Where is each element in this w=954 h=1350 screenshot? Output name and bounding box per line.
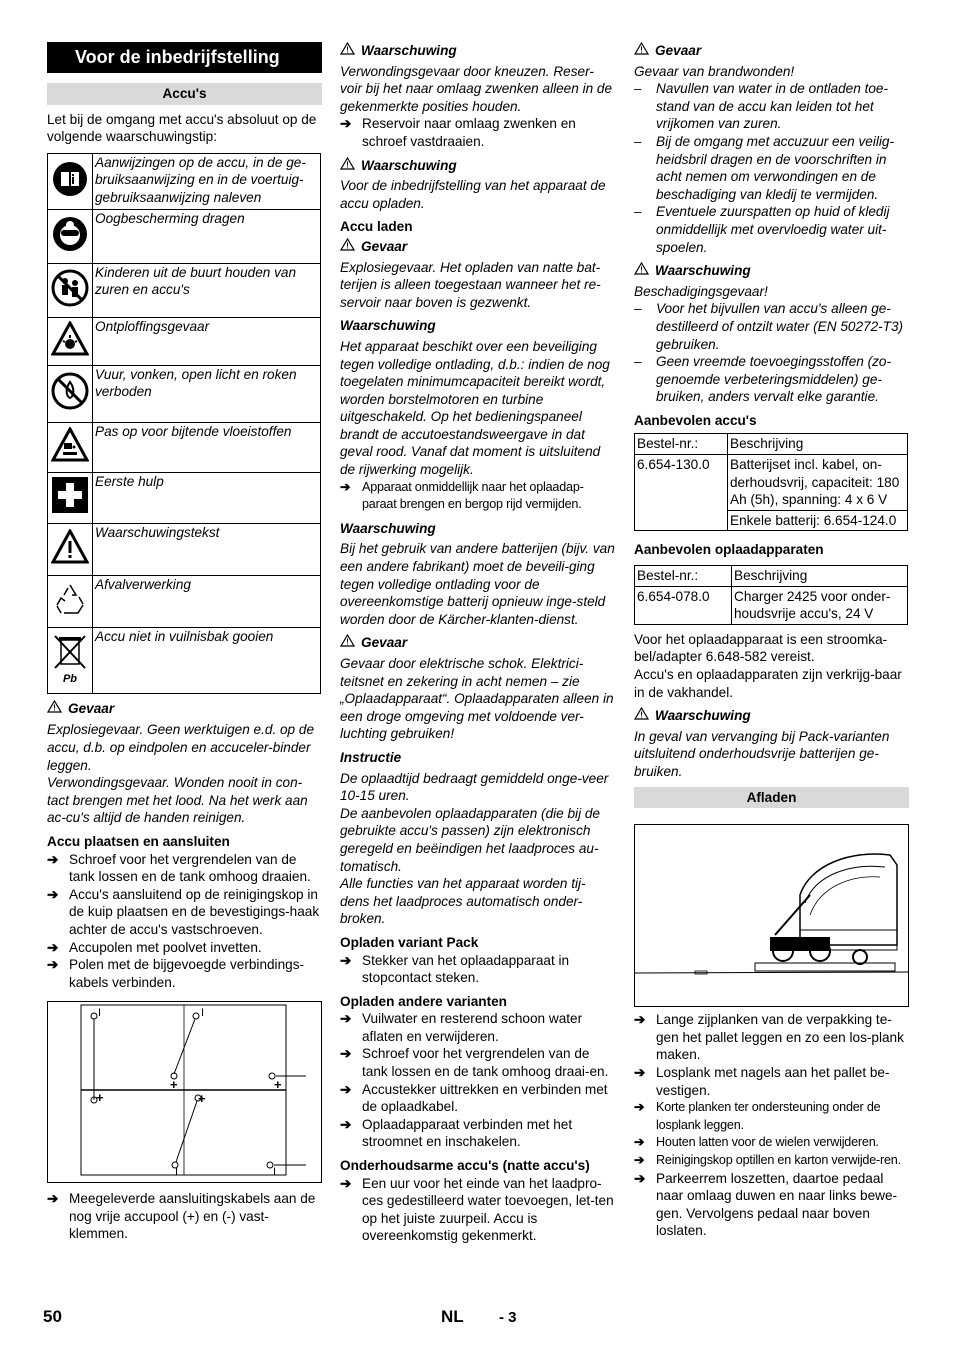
list-item: ➔ Reservoir naar omlaag zwenken en schroef vastdraaien. (340, 116, 576, 149)
warning-triangle-icon (340, 238, 355, 256)
danger-text: Verwondingsgevaar. Wonden nooit in con-tact brengen met het lood. Na het werk aan ac-cu's altijd de handen reinigen. (47, 775, 308, 826)
table-cell: Batterijset incl. kabel, on-derhoudsvrij, capaciteit: 180 Ah (5h), spanning: 4 x 6 V (728, 455, 908, 511)
arrow-icon: ➔ (340, 1011, 352, 1027)
page-number: 50 (43, 1307, 62, 1326)
list-item: ➔ Polen met de bijgevoegde verbindings-kabels verbinden. (47, 957, 305, 990)
section-page-number: - 3 (499, 1309, 517, 1326)
table-cell: 6.654-130.0 (635, 455, 728, 531)
symbol-text: Accu niet in vuilnisbak gooien (93, 627, 321, 693)
arrow-icon: ➔ (47, 957, 59, 973)
list-item: ➔ Vuilwater en resterend schoon water aflaten en verwijderen. (340, 1011, 583, 1044)
symbol-text: Oogbescherming dragen (93, 209, 321, 263)
symbol-row (48, 472, 321, 523)
warning-text: Verwondingsgevaar door kneuzen. Reser-voir bij het naar omlaag zwenken alleen in de gekenmerkte posities houden. (340, 63, 613, 114)
instruction-text: De aanbevolen oplaadapparaten (die bij de gebruikte accu's passen) zijn elektronisch geregeld en beëindigen het laadproces au-tomatisch. (340, 805, 600, 874)
symbol-table (47, 153, 321, 694)
warning-heading: Waarschuwing (340, 42, 615, 60)
instruction-text: Alle functies van het apparaat worden tij-dens het laadproces automatisch onder-broken. (340, 876, 586, 927)
list-item: – Bij de omgang met accuzuur een veilig-heidsbril dragen en de voorschriften in acht nemen om verwondingen en de beschadiging van kledij te vermijden. (634, 133, 895, 202)
list-item: ➔ Houten latten voor de wielen verwijderen. (634, 1134, 909, 1152)
list-item: ➔ Losplank met nagels aan het pallet be-vestigen. (634, 1064, 890, 1098)
warning-icon (48, 523, 93, 575)
svg-text:I: I (201, 1007, 205, 1020)
list-item: ➔ Accu's aansluitend op de reinigingskop in de kuip plaatsen en de bevestigings-haak achter de accu's vastschroeven. (47, 886, 320, 937)
symbol-row (48, 317, 321, 365)
subheading: Opladen variant Pack (340, 934, 479, 950)
table-cell: Charger 2425 voor onder-houdsvrije accu's, 24 V (732, 586, 908, 624)
subheading: Onderhoudsarme accu's (natte accu's) (340, 1158, 590, 1174)
arrow-icon: ➔ (47, 851, 59, 867)
list-item: – Voor het bijvullen van accu's alleen ge-destilleerd of ontzilt water (EN 50272-T3) gebruiken. (634, 301, 904, 352)
symbol-row (48, 209, 321, 263)
list-item: ➔ Meegeleverde aansluitingskabels aan de nog vrije accupool (+) en (-) vast-klemmen. (47, 1191, 316, 1242)
list-item: ➔ Schroef voor het vergrendelen van de tank lossen en de tank omhoog draaien. (47, 851, 311, 885)
table-cell: Enkele batterij: 6.654-124.0 (728, 510, 908, 531)
explosion-icon (48, 317, 93, 365)
instruction-heading: Instructie (340, 749, 402, 765)
warning-heading: Waarschuwing (634, 707, 909, 725)
list-item: ➔ Parkeerrem loszetten, daartoe pedaal naar omlaag duwen en naar links bewe-gen. Vervolgens pedaal naar boven loslaten. (634, 1170, 898, 1239)
arrow-icon: ➔ (340, 952, 352, 968)
page-title: Voor de inbedrijfstelling (47, 42, 322, 73)
wiring-diagram (47, 1001, 322, 1183)
accu-table (634, 433, 908, 531)
danger-text: Gevaar van brandwonden! (634, 63, 795, 79)
corrosive-icon (48, 422, 93, 472)
warning-text: Bij het gebruik van andere batterijen (bijv. van een andere fabrikant) moet de beveili-ging tegen volledige ontlading voor de overeenkomstige batterij opnieuw inge-steld worden door de Kärcher-klanten-dienst. (340, 541, 615, 627)
symbol-text: Kinderen uit de buurt houden van zuren en accu's (93, 263, 321, 317)
warning-triangle-icon (634, 42, 649, 60)
symbol-row (48, 422, 321, 472)
list-item: ➔ Lange zijplanken van de verpakking te-gen het pallet leggen en zo een los-plank maken. (634, 1012, 904, 1063)
arrow-icon: ➔ (634, 1170, 646, 1186)
arrow-icon: ➔ (340, 1175, 352, 1191)
warning-heading: Waarschuwing (634, 262, 909, 280)
list-item: ➔ Accupolen met poolvet invetten. (47, 939, 262, 955)
svg-text:+: + (198, 1091, 206, 1107)
instruction-text: De oplaadtijd bedraagt gemiddeld onge-veer 10-15 uren. (340, 770, 609, 804)
column-3 (634, 42, 909, 1240)
list-item: ➔ Apparaat onmiddellijk naar het oplaadap-paraat brengen en bergop rijd vermijden. (340, 479, 615, 514)
warning-text: In geval van vervanging bij Pack-varianten uitsluitend onderhoudsvrije batterijen ge-bruiken. (634, 728, 890, 779)
svg-text:+: + (96, 1090, 104, 1106)
bin-pb-icon (48, 627, 93, 693)
warning-triangle-icon (340, 157, 355, 175)
arrow-icon: ➔ (634, 1135, 645, 1150)
table-row (635, 566, 908, 587)
column-1 (47, 42, 322, 1243)
arrow-icon: ➔ (47, 886, 59, 902)
arrow-icon: ➔ (340, 479, 351, 494)
arrow-icon: ➔ (634, 1064, 646, 1080)
table-header: Beschrijving (732, 566, 908, 587)
warning-triangle-icon (47, 700, 62, 718)
table-row (635, 586, 908, 624)
symbol-row (48, 523, 321, 575)
section-heading-afladen: Afladen (634, 787, 909, 809)
arrow-icon: ➔ (340, 1116, 352, 1132)
danger-heading: Gevaar (634, 42, 909, 60)
list-item: – Eventuele zuurspatten op huid of kledij onmiddellijk met overvloedig water uit-spoelen. (634, 204, 890, 255)
svg-text:I: I (98, 1007, 102, 1020)
arrow-icon: ➔ (340, 1046, 352, 1062)
warning-triangle-icon (634, 707, 649, 725)
arrow-icon: ➔ (47, 939, 59, 955)
table-header: Bestel-nr.: (635, 566, 732, 587)
warning-triangle-icon (340, 42, 355, 60)
note-text: Voor het oplaadapparaat is een stroomka-bel/adapter 6.648-582 vereist. (634, 631, 888, 665)
symbol-text: Eerste hulp (93, 472, 321, 523)
symbol-text: Vuur, vonken, open licht en roken verboden (93, 365, 321, 422)
danger-text: Explosiegevaar. Het opladen van natte bat-terijen is alleen toegestaan wanneer het re-servoir naar boven is gezwenkt. (340, 259, 601, 310)
subheading: Aanbevolen accu's (634, 412, 757, 428)
danger-heading: Gevaar (47, 700, 322, 718)
list-item: – Navullen van water in de ontladen toe-stand van de accu kan leiden tot het vrijkomen van zuren. (634, 81, 888, 132)
note-text: Accu's en oplaadapparaten zijn verkrijg-baar in de vakhandel. (634, 667, 902, 700)
child-icon (48, 263, 93, 317)
warning-text: Voor de inbedrijfstelling van het apparaat de accu opladen. (340, 178, 606, 211)
arrow-icon: ➔ (340, 116, 352, 132)
symbol-text: Pas op voor bijtende vloeistoffen (93, 422, 321, 472)
arrow-icon: ➔ (634, 1152, 645, 1167)
svg-text:+: + (274, 1077, 282, 1093)
danger-heading: Gevaar (340, 238, 615, 256)
symbol-text: Ontploffingsgevaar (93, 317, 321, 365)
warning-triangle-icon (340, 634, 355, 652)
symbol-text: Waarschuwingstekst (93, 523, 321, 575)
list-item: ➔ Korte planken ter ondersteuning onder de losplank leggen. (634, 1099, 909, 1134)
manual-icon (48, 153, 93, 209)
warning-heading: Waarschuwing (340, 318, 436, 334)
svg-text:+: + (170, 1077, 178, 1093)
danger-heading: Gevaar (340, 634, 615, 652)
svg-text:I: I (273, 1166, 277, 1179)
no-fire-icon (48, 365, 93, 422)
intro-text: Let bij de omgang met accu's absoluut op de volgende waarschuwingstip: (47, 111, 317, 145)
arrow-icon: ➔ (634, 1100, 645, 1115)
warning-heading: Waarschuwing (340, 157, 615, 175)
subheading: Opladen andere varianten (340, 993, 507, 1009)
list-item: ➔ Een uur voor het einde van het laadpro-ces gedestilleerd water toevoegen, let-ten op het juiste zuurpeil. Accu is overeenkomstig gekenmerkt. (340, 1175, 614, 1244)
list-item: ➔ Accustekker uittrekken en verbinden met de oplaadkabel. (340, 1081, 608, 1115)
table-header: Beschrijving (728, 434, 908, 455)
arrow-icon: ➔ (634, 1012, 646, 1028)
table-row (635, 455, 908, 511)
warning-heading: Waarschuwing (340, 520, 436, 536)
subheading: Accu plaatsen en aansluiten (47, 833, 230, 849)
symbol-row (48, 575, 321, 627)
pb-label: Pb (62, 672, 78, 684)
warning-text: Beschadigingsgevaar! (634, 283, 768, 299)
symbol-row (48, 153, 321, 209)
warning-text: Het apparaat beschikt over een beveiliging tegen volledige ontlading, d.b.: indien de nog toegelaten minimumcapaciteit bereikt wordt, worden borstelmotoren en turbine uitgeschakeld. Op het bedieningspaneel brandt de accutoestandsweergave in dat geval rood. Vanaf dat moment is uitsluitend de rijwerking mogelijk. (340, 338, 610, 478)
danger-text: Gevaar door elektrische schok. Elektrici-teitsnet en zekering in acht nemen – zie „Oplaadapparaat“. Oplaadapparaten alleen in een droge omgeving met voldoende ver-luchting gebruiken! (340, 656, 614, 742)
charger-table (634, 565, 908, 625)
table-header: Bestel-nr.: (635, 434, 728, 455)
list-item: ➔ Oplaadapparaat verbinden met het stroomnet en inschakelen. (340, 1116, 573, 1150)
warning-triangle-icon (634, 262, 649, 280)
unloading-illustration (634, 824, 909, 1007)
arrow-icon: ➔ (47, 1191, 59, 1207)
list-item: ➔ Reinigingskop optillen en karton verwijde-ren. (634, 1152, 909, 1170)
symbol-row (48, 627, 321, 693)
first-aid-icon (48, 472, 93, 523)
arrow-icon: ➔ (340, 1081, 352, 1097)
subheading: Accu laden (340, 219, 413, 235)
svg-text:I: I (175, 1166, 179, 1179)
section-heading-accus: Accu's (47, 83, 322, 105)
language-code: NL (441, 1307, 464, 1326)
symbol-text: Afvalverwerking (93, 575, 321, 627)
symbol-row (48, 263, 321, 317)
danger-text: Explosiegevaar. Geen werktuigen e.d. op de accu, d.b. op eindpolen en accuceler-binder leggen. (47, 722, 315, 773)
table-cell: 6.654-078.0 (635, 586, 732, 624)
recycle-icon (48, 575, 93, 627)
subheading: Aanbevolen oplaadapparaten (634, 542, 824, 558)
list-item: ➔ Schroef voor het vergrendelen van de tank lossen en de tank omhoog draai-en. (340, 1046, 609, 1080)
list-item: ➔ Stekker van het oplaadapparaat in stopcontact steken. (340, 952, 570, 986)
symbol-text: Aanwijzingen op de accu, in de ge-bruiksaanwijzing en in de voertuig-gebruiksaanwijzing naleven (93, 153, 321, 209)
table-row (635, 434, 908, 455)
symbol-row (48, 365, 321, 422)
goggles-icon (48, 209, 93, 263)
column-2 (340, 42, 615, 1245)
list-item: – Geen vreemde toevoegingsstoffen (zo-genoemde verbeteringsmiddelen) ge-bruiken, anders vervalt elke garantie. (634, 354, 892, 405)
